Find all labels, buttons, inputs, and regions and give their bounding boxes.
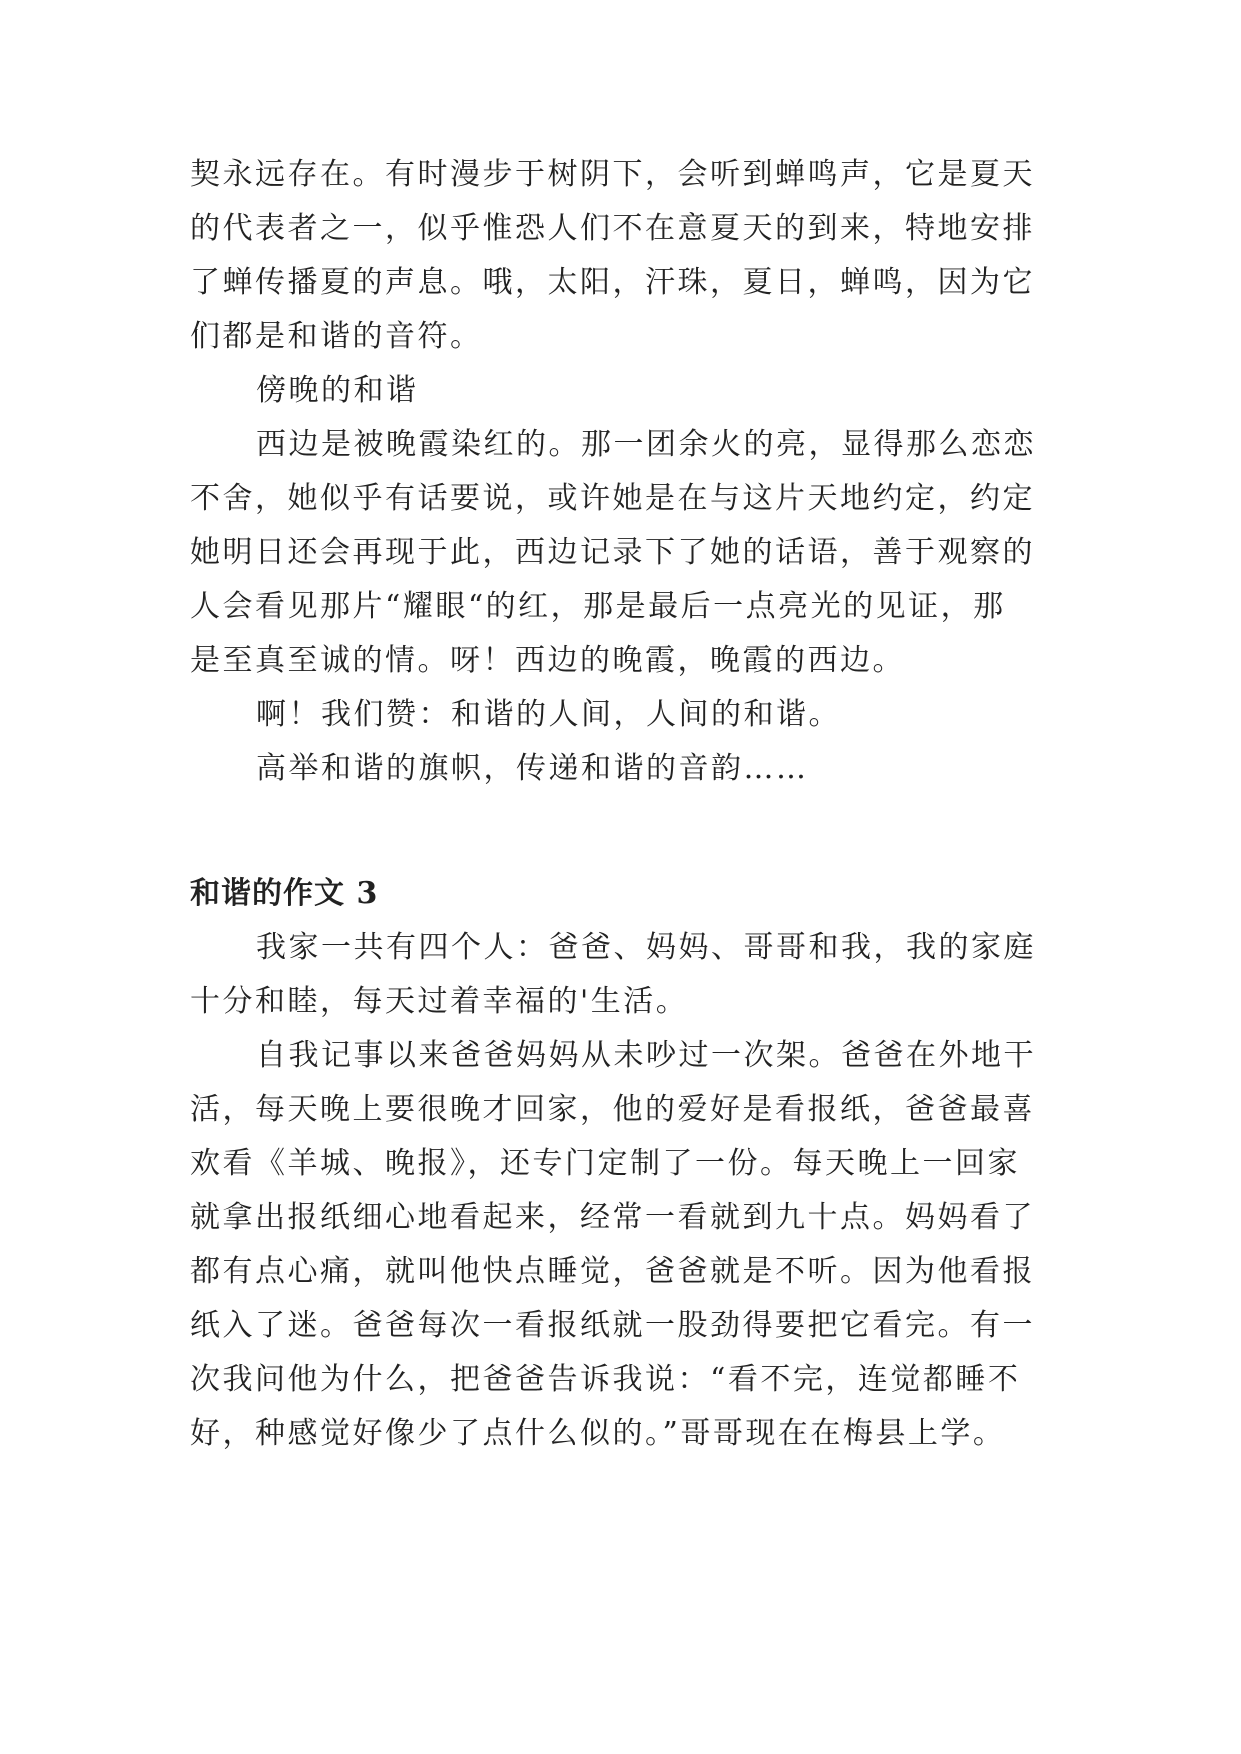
praise-paragraph bbox=[190, 688, 1050, 742]
closing-paragraph bbox=[190, 742, 1050, 796]
paragraph-line: 高举和谐的旗帜，传递和谐的音韵…… bbox=[256, 751, 809, 786]
paragraph-line: 纸入了迷。爸爸每次一看报纸就一股劲得要把它看完。有一 bbox=[190, 1308, 1035, 1343]
paragraph-line: 不舍，她似乎有话要说，或许她是在与这片天地约定，约定 bbox=[190, 481, 1035, 516]
paragraph-line: 人会看见那片“耀眼“的红，那是最后一点亮光的见证，那 bbox=[190, 589, 1006, 624]
paragraph-line: 十分和睦，每天过着幸福的'生活。 bbox=[190, 984, 689, 1019]
paragraph-line: 次我问他为什么，把爸爸告诉我说：“看不完，连觉都睡不 bbox=[190, 1362, 1021, 1397]
newspaper-paragraph bbox=[190, 1029, 1050, 1461]
paragraph-line: 西边是被晚霞染红的。那一团余火的亮，显得那么恋恋 bbox=[256, 427, 1036, 462]
paragraph-line: 契永远存在。有时漫步于树阴下，会听到蝉鸣声，它是夏天 bbox=[190, 157, 1035, 192]
paragraph-line: 是至真至诚的情。呀！西边的晚霞，晚霞的西边。 bbox=[190, 643, 905, 678]
document-body bbox=[190, 148, 1050, 1461]
paragraph-line: 欢看《羊城、晚报》，还专门定制了一份。每天晚上一回家 bbox=[190, 1146, 1020, 1181]
family-paragraph bbox=[190, 921, 1050, 1029]
paragraph-line: 好，种感觉好像少了点什么似的。”哥哥现在在梅县上学。 bbox=[190, 1416, 1006, 1451]
paragraph-line: 就拿出报纸细心地看起来，经常一看就到九十点。妈妈看了 bbox=[190, 1200, 1035, 1235]
essay-title: 和谐的作文 3 bbox=[190, 876, 379, 911]
section-heading-text: 傍晚的和谐 bbox=[256, 373, 419, 408]
paragraph-line: 了蝉传播夏的声息。哦，太阳，汗珠，夏日，蝉鸣，因为它 bbox=[190, 265, 1035, 300]
paragraph-line: 活，每天晚上要很晚才回家，他的爱好是看报纸，爸爸最喜 bbox=[190, 1092, 1035, 1127]
section-spacer bbox=[190, 796, 1050, 867]
paragraph-line: 都有点心痛，就叫他快点睡觉，爸爸就是不听。因为他看报 bbox=[190, 1254, 1035, 1289]
continuation-paragraph bbox=[190, 148, 1050, 364]
paragraph-line: 啊！我们赞：和谐的人间，人间的和谐。 bbox=[256, 697, 841, 732]
section-heading-evening bbox=[190, 364, 1050, 418]
evening-paragraph bbox=[190, 418, 1050, 688]
paragraph-line: 自我记事以来爸爸妈妈从未吵过一次架。爸爸在外地干 bbox=[256, 1038, 1036, 1073]
paragraph-line: 们都是和谐的音符。 bbox=[190, 319, 483, 354]
paragraph-line: 她明日还会再现于此，西边记录下了她的话语，善于观察的 bbox=[190, 535, 1035, 570]
paragraph-line: 我家一共有四个人：爸爸、妈妈、哥哥和我，我的家庭 bbox=[256, 930, 1036, 965]
paragraph-line: 的代表者之一，似乎惟恐人们不在意夏天的到来，特地安排 bbox=[190, 211, 1035, 246]
